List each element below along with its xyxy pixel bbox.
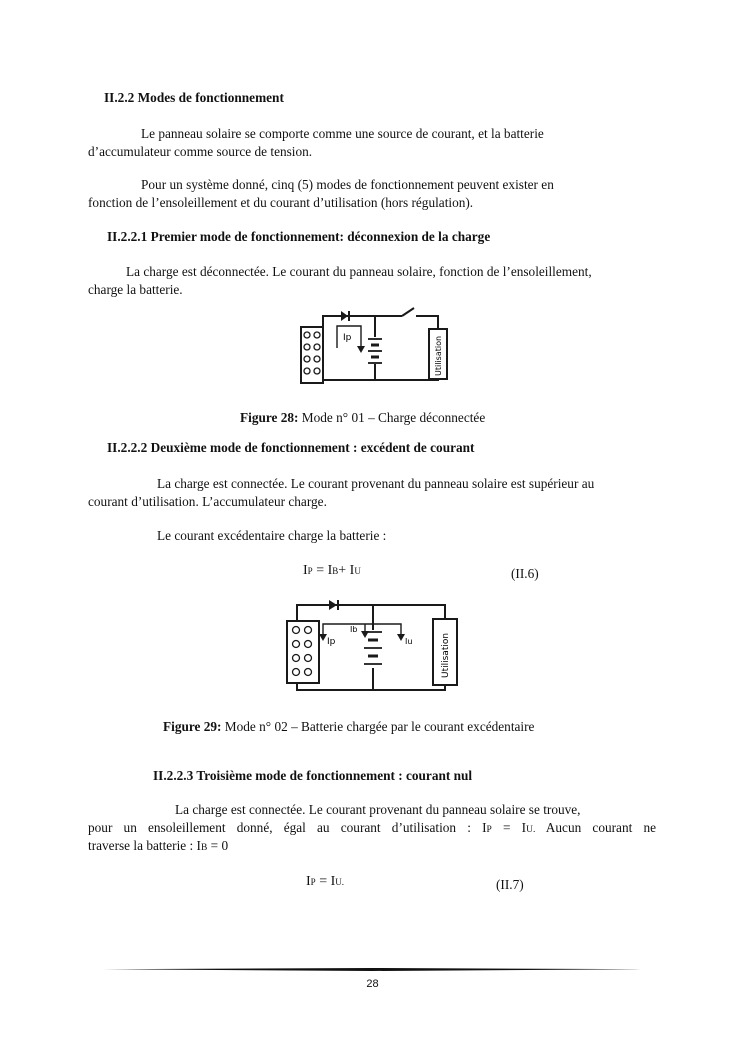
intro-paragraph-2-line-1: Pour un système donné, cinq (5) modes de fonctionnement peuvent exister en: [141, 177, 554, 192]
open-switch: [402, 308, 414, 316]
equation-ii-6: IP = IB+ IU: [303, 563, 361, 578]
diode-icon: [341, 311, 348, 321]
figure-29-caption-text: Mode n° 02 – Batterie chargée par le courant excédentaire: [221, 719, 535, 734]
equation-ii-7-number: (II.7): [496, 877, 524, 892]
mode2-paragraph-line-1: La charge est connectée. Le courant provenant du panneau solaire est supérieur au: [157, 476, 595, 491]
mode3-paragraph-line-3: traverse la batterie : IB = 0: [88, 838, 229, 853]
figure-28-caption: [240, 409, 485, 427]
figure-29-label: Figure 29:: [163, 719, 222, 734]
diagram-load-label: Utilisation: [441, 632, 451, 678]
solar-panel: [287, 621, 319, 683]
intro-paragraph-1-line-1: Le panneau solaire se comporte comme une source de courant, et la batterie: [141, 126, 544, 141]
figure-28-caption-text: Mode n° 01 – Charge déconnectée: [298, 410, 486, 425]
mode3-paragraph-line-2: pour un ensoleillement donné, égal au courant d’utilisation : IP = IU. Aucun courant ne: [88, 820, 657, 835]
page-number: 28: [366, 978, 379, 990]
footer-divider: [103, 968, 641, 971]
intro-paragraph-2-line-2: fonction de l’ensoleillement et du courant d’utilisation (hors régulation).: [88, 195, 474, 210]
mode3-paragraph-line-1: La charge est connectée. Le courant provenant du panneau solaire se trouve,: [175, 802, 581, 817]
equation-ii-6-number: (II.6): [511, 566, 539, 581]
mode3-heading: II.2.2.3 Troisième mode de fonctionnement : courant nul: [153, 768, 473, 783]
figure-29-circuit-diagram: [283, 592, 463, 696]
intro-paragraph-1-line-2: d’accumulateur comme source de tension.: [88, 144, 313, 159]
figure-28-circuit-diagram: [296, 300, 454, 388]
mode1-heading: II.2.2.1 Premier mode de fonctionnement: déconnexion de la charge: [107, 229, 491, 244]
diagram-ip-label: Ip: [343, 333, 352, 343]
figure-28-label: Figure 28:: [240, 410, 299, 425]
figure-29-caption: [163, 718, 534, 736]
mode1-paragraph-line-2: charge la batterie.: [88, 282, 183, 297]
diagram-iu-label: Iu: [405, 637, 413, 646]
diode-icon: [329, 600, 337, 610]
mode2-paragraph-line-2: courant d’utilisation. L’accumulateur charge.: [88, 494, 327, 509]
diagram-ip-label: Ip: [327, 637, 336, 647]
diagram-ib-label: Ib: [350, 625, 358, 634]
mode1-paragraph-line-1: La charge est déconnectée. Le courant du panneau solaire, fonction de l’ensoleillement,: [126, 264, 592, 279]
section-heading: II.2.2 Modes de fonctionnement: [104, 90, 284, 105]
equation-ii-7: IP = IU.: [306, 874, 344, 889]
mode2-heading: II.2.2.2 Deuxième mode de fonctionnement : excédent de courant: [107, 440, 475, 455]
diagram-load-label: Utilisation: [434, 335, 443, 376]
mode2-paragraph-line-3: Le courant excédentaire charge la batterie :: [157, 528, 387, 543]
